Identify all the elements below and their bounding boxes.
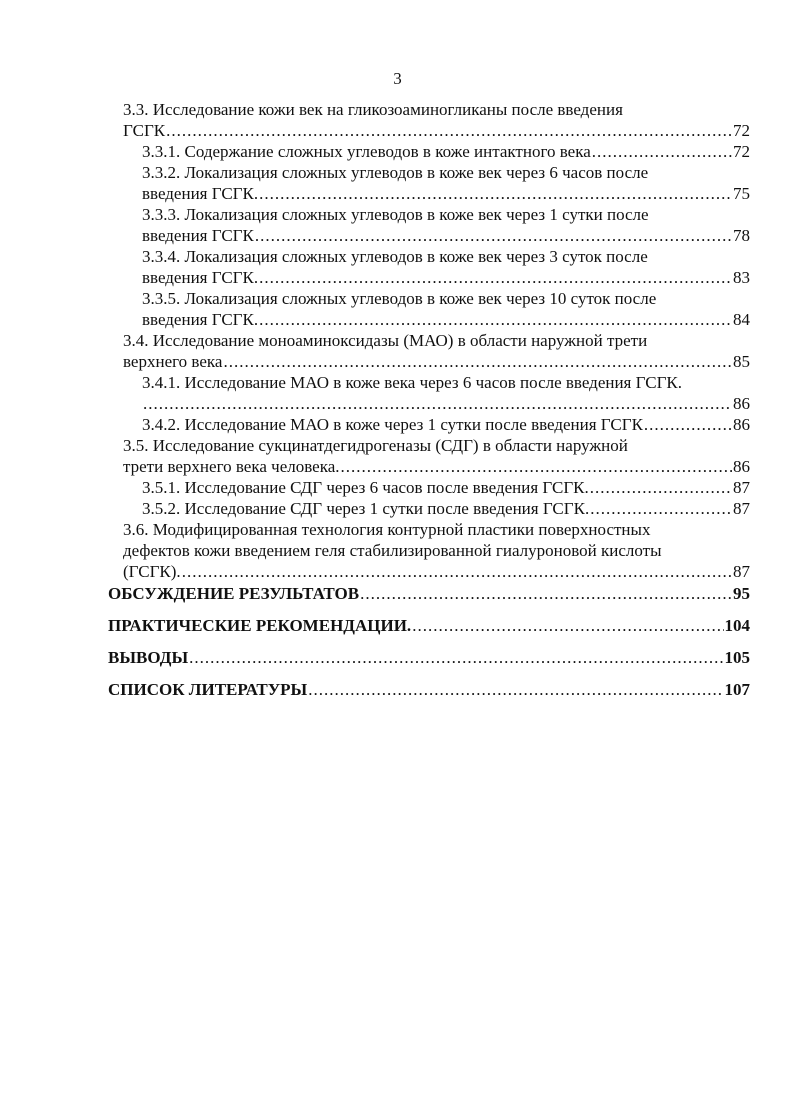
toc-page-number: 104 xyxy=(724,616,750,635)
dot-leader xyxy=(360,583,732,604)
toc-section-entry xyxy=(142,477,750,498)
toc-page-number: 107 xyxy=(724,680,750,699)
dot-leader xyxy=(590,498,732,519)
toc-entry-text: трети верхнего века человека. xyxy=(123,457,340,476)
toc-section-entry xyxy=(142,288,750,330)
toc-entry-text: 3.3.3. Локализация сложных углеводов в коже век через 1 сутки после xyxy=(142,205,649,224)
toc-entry-text: 3.3.1. Содержание сложных углеводов в коже интактного века xyxy=(142,142,591,161)
toc-entry-text: 3.3.5. Локализация сложных углеводов в коже век через 10 суток после xyxy=(142,289,657,308)
dot-leader xyxy=(259,267,732,288)
toc-section-entry xyxy=(142,498,750,519)
toc-entry-text: введения ГСГК. xyxy=(142,184,259,203)
toc-section-entry xyxy=(142,162,750,204)
toc-page-number: 87 xyxy=(733,499,750,518)
toc-section-entry xyxy=(142,414,750,435)
toc-entry-text: 3.4.1. Исследование МАО в коже века через 6 часов после введения ГСГК. xyxy=(142,373,682,392)
toc-chapter-entry xyxy=(108,679,750,700)
toc-page-number: 72 xyxy=(733,142,750,161)
dot-leader xyxy=(223,351,732,372)
toc-section-entry xyxy=(142,204,750,246)
toc-page-number: 83 xyxy=(733,268,750,287)
toc-section-entry xyxy=(142,372,750,414)
toc-entry-text: СПИСОК ЛИТЕРАТУРЫ xyxy=(108,680,308,699)
dot-leader xyxy=(341,456,733,477)
toc-page-number: 72 xyxy=(733,121,750,140)
toc-section-entry xyxy=(123,99,750,141)
toc-entry-text: 3.5.1. Исследование СДГ через 6 часов после введения ГСГК. xyxy=(142,478,589,497)
dot-leader xyxy=(259,309,732,330)
toc-entry-text: 3.3.2. Локализация сложных углеводов в коже век через 6 часов после xyxy=(142,163,649,182)
toc-entry-text: 3.4.2. Исследование МАО в коже через 1 сутки после введения ГСГК xyxy=(142,415,643,434)
toc-section-entry xyxy=(123,330,750,372)
toc-entry-text: 3.3.4. Локализация сложных углеводов в коже век через 3 суток после xyxy=(142,247,648,266)
dot-leader xyxy=(590,477,732,498)
toc-entry-text: ГСГК xyxy=(123,121,166,140)
dot-leader xyxy=(166,120,732,141)
toc-page-number: 95 xyxy=(733,584,750,603)
toc-entry-text: введения ГСГК. xyxy=(142,268,259,287)
toc-section-entry xyxy=(142,141,750,162)
toc-page-number: 84 xyxy=(733,310,750,329)
toc-entry-text: 3.3. Исследование кожи век на гликозоаминогликаны после введения xyxy=(123,100,623,119)
dot-leader xyxy=(189,647,723,668)
toc-page-number: 75 xyxy=(733,184,750,203)
toc-section-entry xyxy=(123,435,750,477)
toc-entry-text: введения ГСГК xyxy=(142,226,254,245)
toc-page-number: 86 xyxy=(733,394,750,413)
dot-leader xyxy=(644,414,732,435)
toc-section-entry xyxy=(142,246,750,288)
dot-leader xyxy=(143,393,732,414)
toc-entry-text: (ГСГК). xyxy=(123,562,181,581)
toc-entry-text: верхнего века xyxy=(123,352,223,371)
dot-leader xyxy=(592,141,732,162)
toc-chapter-entry xyxy=(108,647,750,668)
toc-chapter-entry xyxy=(108,615,750,636)
toc-entry-text: ОБСУЖДЕНИЕ РЕЗУЛЬТАТОВ xyxy=(108,584,360,603)
toc-section-entry xyxy=(123,519,750,582)
page-number: 3 xyxy=(393,69,402,88)
toc-entry-text: введения ГСГК. xyxy=(142,310,259,329)
toc-entry-text: дефектов кожи введением геля стабилизированной гиалуроновой кислоты xyxy=(123,541,662,560)
toc-entry-text: ПРАКТИЧЕСКИЕ РЕКОМЕНДАЦИИ. xyxy=(108,616,412,635)
toc-page-number: 85 xyxy=(733,352,750,371)
toc-entry-text: 3.5.2. Исследование СДГ через 1 сутки после введения ГСГК. xyxy=(142,499,590,518)
toc-page-number: 105 xyxy=(724,648,750,667)
table-of-contents xyxy=(0,99,795,700)
toc-entry-text: 3.6. Модифицированная технология контурной пластики поверхностных xyxy=(123,520,651,539)
toc-entry-text: 3.4. Исследование моноаминоксидазы (МАО) в области наружной трети xyxy=(123,331,648,350)
dot-leader xyxy=(259,183,732,204)
toc-chapter-entry xyxy=(108,583,750,604)
toc-page-number: 78 xyxy=(733,226,750,245)
toc-page-number: 87 xyxy=(733,478,750,497)
toc-page-number: 86 xyxy=(733,415,750,434)
toc-page-number: 86 xyxy=(733,457,750,476)
toc-entry-text: 3.5. Исследование сукцинатдегидрогеназы (СДГ) в области наружной xyxy=(123,436,628,455)
dot-leader xyxy=(182,561,732,582)
dot-leader xyxy=(308,679,723,700)
dot-leader xyxy=(255,225,732,246)
toc-page-number: 87 xyxy=(733,562,750,581)
dot-leader xyxy=(412,615,723,636)
toc-entry-text: ВЫВОДЫ xyxy=(108,648,189,667)
